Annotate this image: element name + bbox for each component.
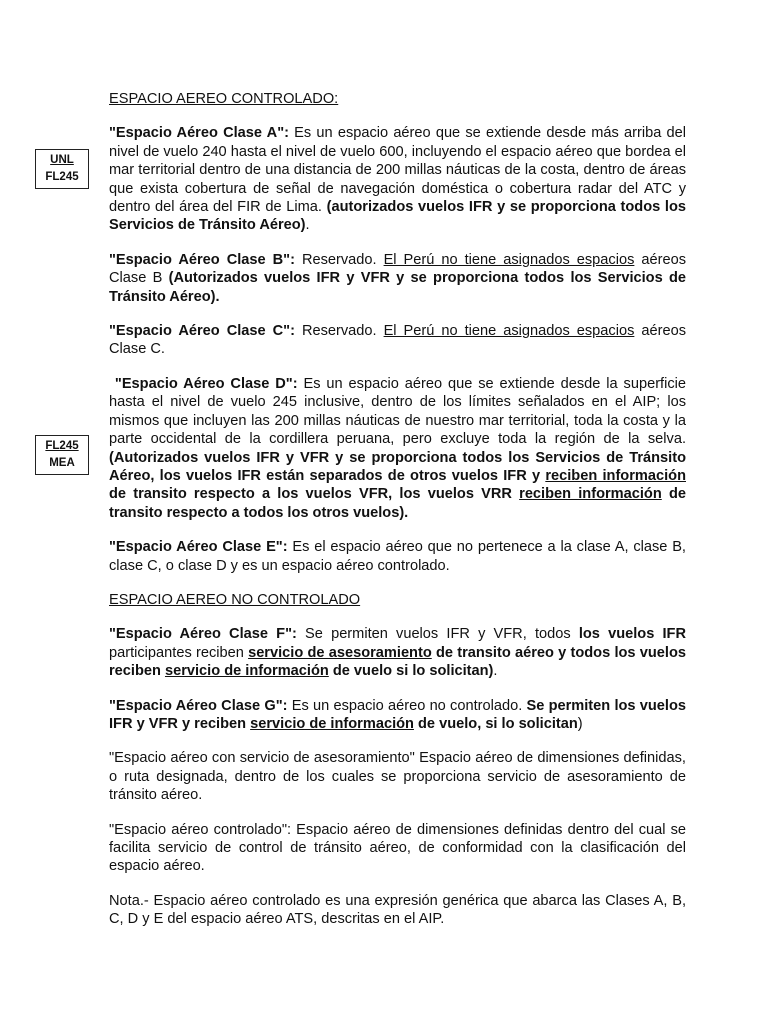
clase-b-bold: (Autorizados vuelos IFR y VFR y se proporciona todos los Servicios de Tránsito Aéreo). xyxy=(109,270,687,305)
clase-a-title: "Espacio Aéreo Clase A": xyxy=(109,125,289,142)
heading-uncontrolled-airspace: ESPACIO AEREO NO CONTROLADO xyxy=(109,591,361,608)
clase-f-bold-underlined2: servicio de información xyxy=(164,663,329,680)
clase-d-bold1: (Autorizados vuelos IFR y VFR y se proporciona todos los Servicios de Tránsito Aéreo, los vuelos IFR están separados de otros vuelos IFR y xyxy=(109,449,686,484)
document-body xyxy=(109,90,686,945)
heading-controlled-airspace: ESPACIO AEREO CONTROLADO: xyxy=(109,91,339,107)
margin-note-line1: FL245 xyxy=(45,440,79,452)
margin-note-line2: MEA xyxy=(49,457,75,469)
paragraph-clase-e xyxy=(109,538,686,575)
paragraph-clase-c xyxy=(109,322,686,359)
margin-note-unl-fl245 xyxy=(35,149,89,189)
clase-g-bold1: Se permiten los vuelos IFR y VFR y reciben xyxy=(109,697,686,732)
clase-f-bold2: de transito aéreo y todos los vuelos reciben xyxy=(109,644,686,680)
clase-f-bold3: de vuelo si lo solicitan) xyxy=(328,663,494,680)
paragraph-clase-d xyxy=(109,375,686,522)
clase-b-text2: aéreos Clase B xyxy=(109,251,686,287)
clase-a-bold: (autorizados vuelos IFR y se proporciona todos los Servicios de Tránsito Aéreo) xyxy=(109,199,686,234)
paragraph-clase-f xyxy=(109,625,686,680)
clase-f-bold-underlined1: servicio de asesoramiento xyxy=(248,644,432,661)
clase-e-text: Es el espacio aéreo que no pertenece a la clase A, clase B, clase C, o clase D y es un espacio aéreo controlado. xyxy=(109,539,686,574)
clase-g-text: Es un espacio aéreo no controlado. xyxy=(287,697,527,714)
clase-b-underlined: El Perú no tiene asignados espacios xyxy=(383,251,635,268)
clase-g-title: "Espacio Aéreo Clase G": xyxy=(109,697,288,714)
clase-d-bold-underlined2: reciben información xyxy=(519,486,662,503)
clase-f-title: "Espacio Aéreo Clase F": xyxy=(109,626,297,643)
clase-c-underlined: El Perú no tiene asignados espacios xyxy=(383,323,635,340)
clase-a-text: Es un espacio aéreo que se extiende desde más arriba del nivel de vuelo 240 hasta el nivel de vuelo 600, incluyendo el espacio aéreo que bordea el mar territorial dentro de una distancia de 200 millas náuticas de la costa, dentro de áreas que exista cobertura de señal de navegación doméstica o cobertura radar del ATC y dentro del área del FIR de Lima. xyxy=(109,125,687,216)
clase-d-bold-underlined1: reciben información xyxy=(545,467,686,484)
clase-d-text: Es un espacio aéreo que se extiende desde la superficie hasta el nivel de vuelo 245 inclusive, dentro de los límites señalados en el AIP; los mismos que incluyen las 200 millas náuticas de nuestro mar territorial, toda la costa y la parte occidental de la cordillera peruana, pero excluye toda la región de la selva. xyxy=(109,375,687,448)
clase-c-text2: aéreos Clase C. xyxy=(109,323,686,358)
clase-c-text: Reservado. xyxy=(294,323,384,340)
paragraph-def-controlado: "Espacio aéreo controlado": Espacio aéreo de dimensiones definidas dentro del cual se facilita servicio de control de tránsito aéreo, de conformidad con la clasificación del espacio aéreo. xyxy=(109,821,686,875)
clase-f-end: . xyxy=(493,663,498,680)
clase-g-bold-underlined1: servicio de información xyxy=(250,715,414,732)
clase-f-bold1: los vuelos IFR xyxy=(578,626,687,643)
paragraph-clase-a xyxy=(109,124,686,234)
clase-g-bold2: de vuelo, si lo solicitan xyxy=(413,715,578,732)
clase-g-end: ) xyxy=(577,715,583,732)
clase-d-bold2: de transito respecto a los vuelos VFR, los vuelos VRR xyxy=(109,486,520,503)
clase-f-text2: participantes reciben xyxy=(109,644,249,661)
paragraph-def-asesoramiento: "Espacio aéreo con servicio de asesoramiento" Espacio aéreo de dimensiones definidas, o ruta designada, dentro de los cuales se proporciona servicio de asesoramiento de tránsito aéreo. xyxy=(109,750,686,804)
clase-e-title: "Espacio Aéreo Clase E": xyxy=(109,539,288,556)
margin-note-fl245-mea xyxy=(35,435,89,475)
clase-c-title: "Espacio Aéreo Clase C": xyxy=(109,323,295,340)
paragraph-nota: Nota.- Espacio aéreo controlado es una expresión genérica que abarca las Clases A, B, C, D y E del espacio aéreo ATS, descritas en el AIP. xyxy=(109,892,686,928)
clase-b-text: Reservado. xyxy=(294,251,384,268)
paragraph-clase-b xyxy=(109,251,686,306)
clase-d-title: "Espacio Aéreo Clase D": xyxy=(114,375,298,392)
clase-f-text: Se permiten vuelos IFR y VFR, todos xyxy=(296,626,579,643)
paragraph-clase-g xyxy=(109,697,686,734)
clase-a-end: . xyxy=(305,217,310,234)
margin-note-line2: FL245 xyxy=(45,171,79,183)
clase-d-bold3: de transito respecto a todos los otros vuelos). xyxy=(109,486,686,521)
margin-note-line1: UNL xyxy=(50,154,74,166)
clase-b-title: "Espacio Aéreo Clase B": xyxy=(109,251,295,268)
